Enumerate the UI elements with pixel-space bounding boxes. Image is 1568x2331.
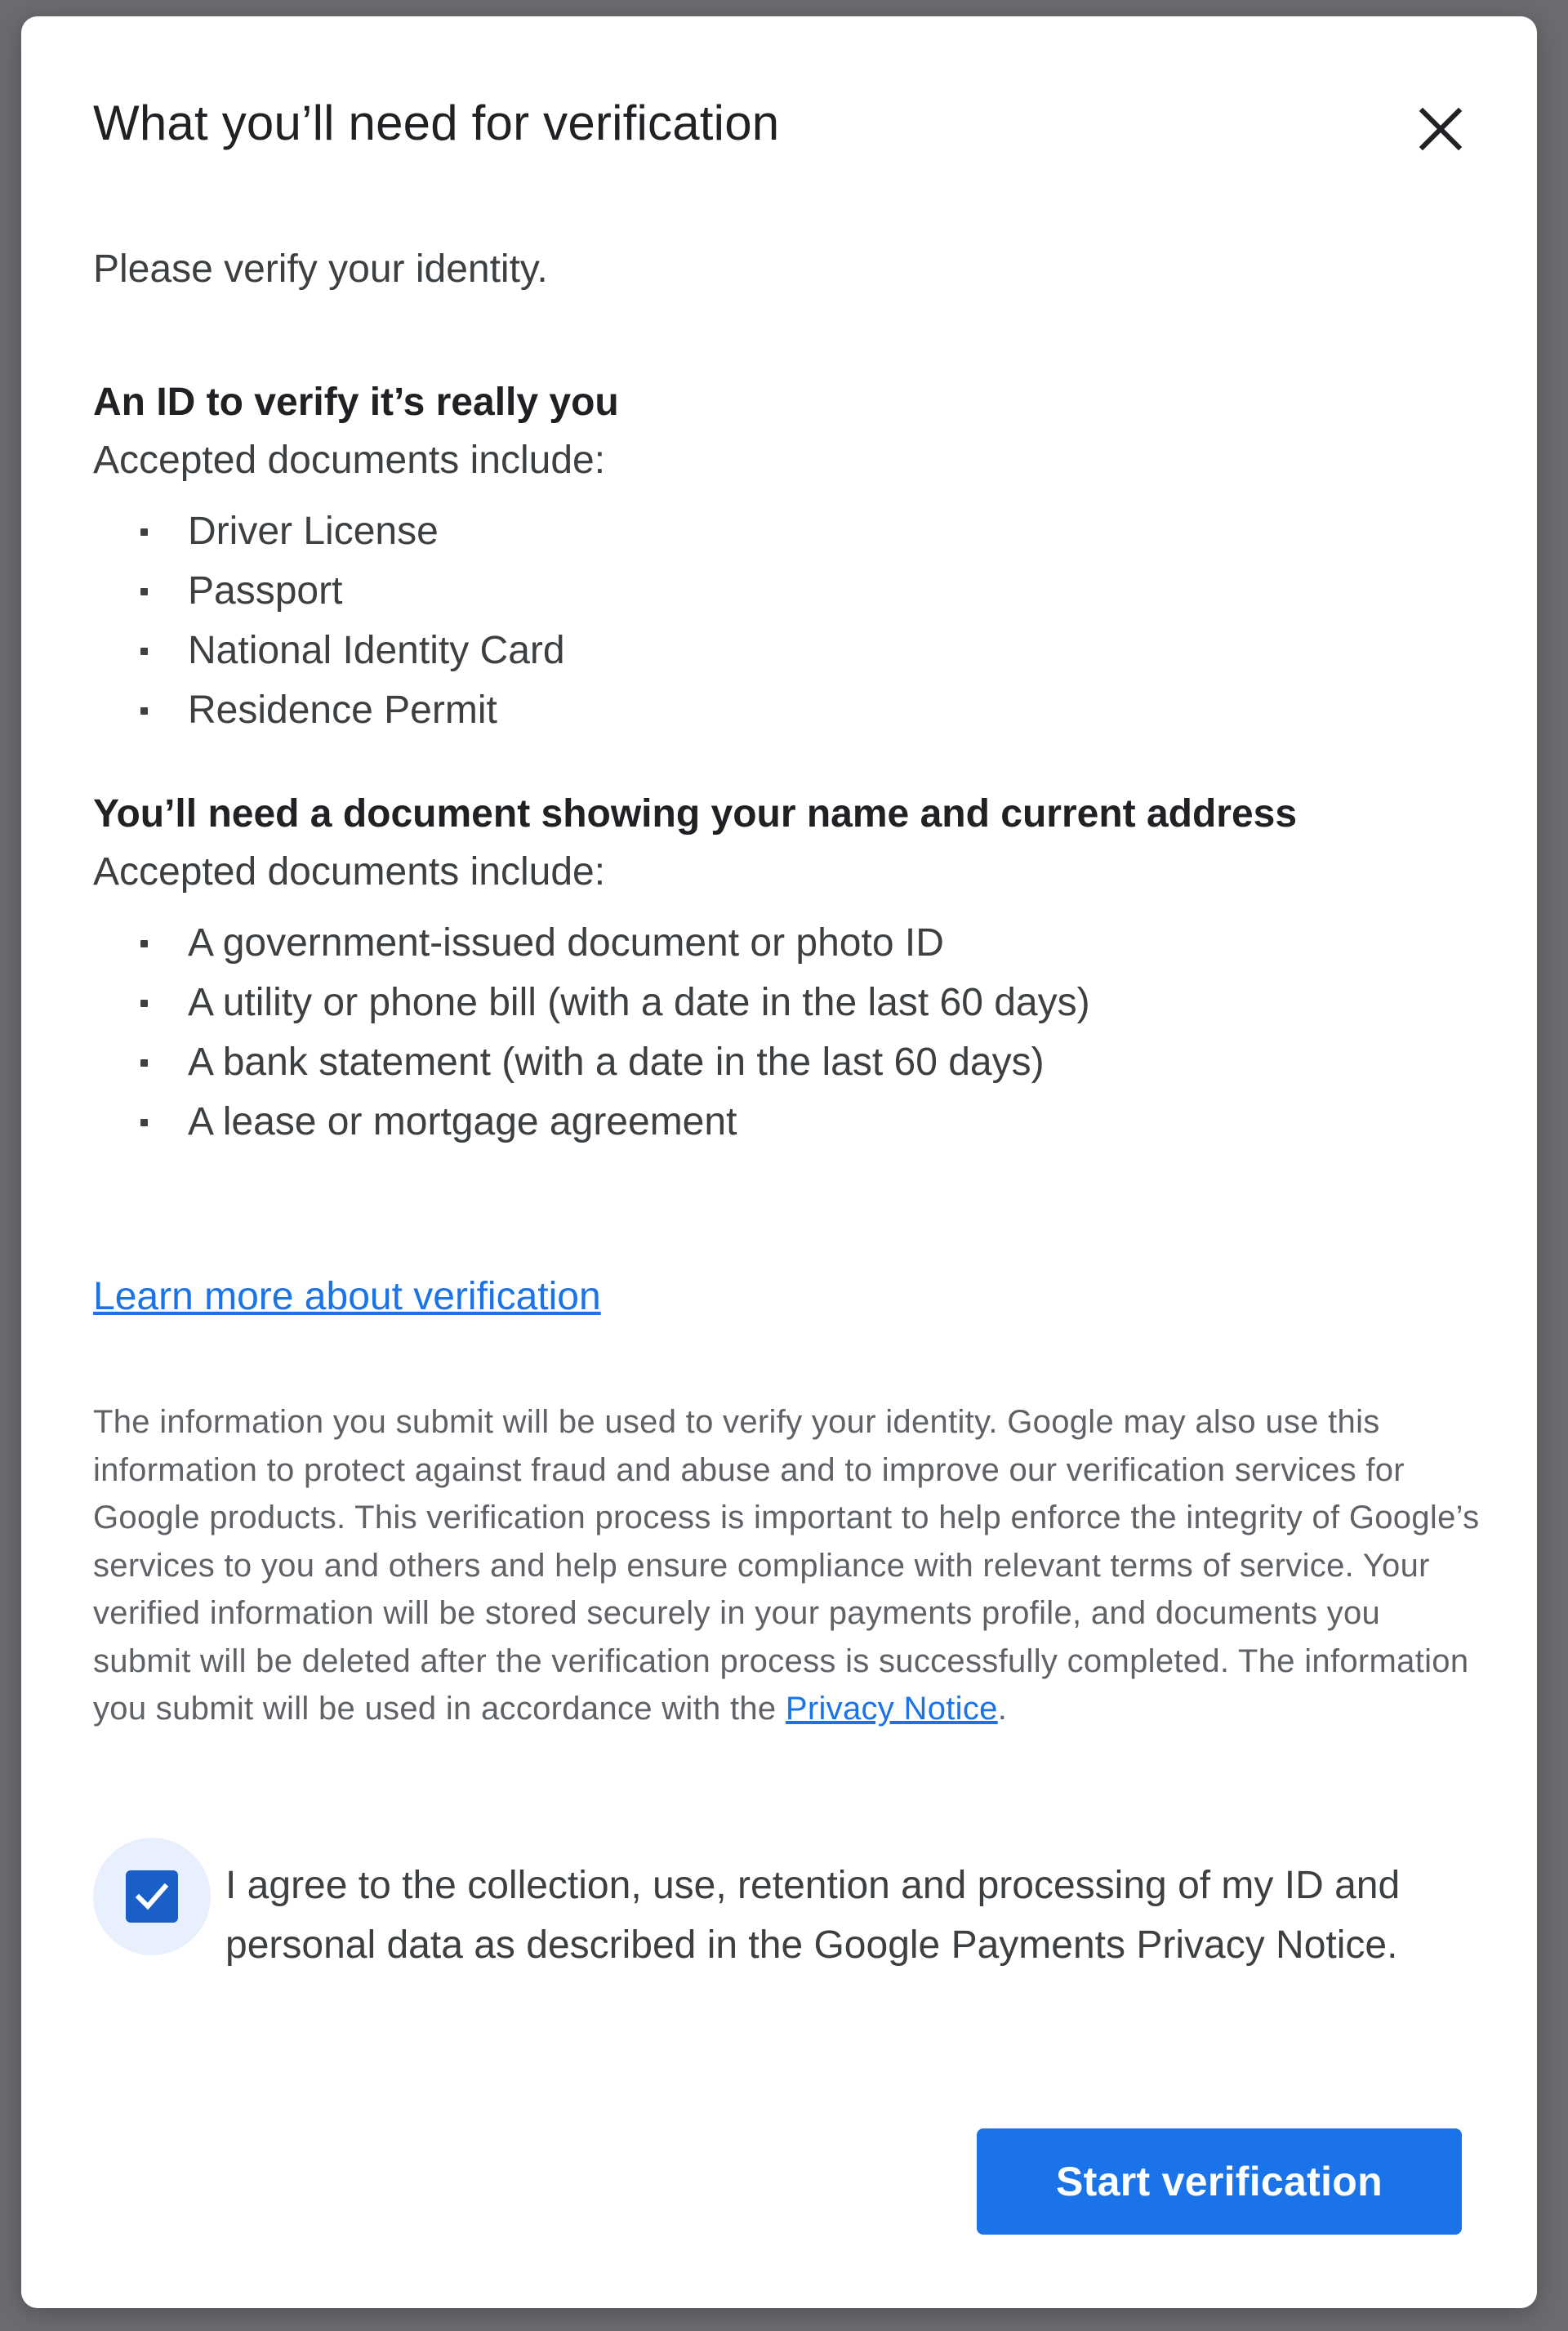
list-item: A lease or mortgage agreement bbox=[188, 1092, 1481, 1152]
disclaimer-text bbox=[93, 1398, 1481, 1733]
id-section-heading: An ID to verify it’s really you bbox=[93, 381, 619, 424]
list-item: A bank statement (with a date in the last 60 days) bbox=[188, 1032, 1481, 1092]
list-item: Residence Permit bbox=[188, 680, 1481, 740]
address-section bbox=[93, 786, 1481, 1152]
list-item: Passport bbox=[188, 561, 1481, 621]
id-section-subheading: Accepted documents include: bbox=[93, 439, 606, 482]
intro-text: Please verify your identity. bbox=[93, 247, 548, 291]
list-item: A government-issued document or photo ID bbox=[188, 913, 1481, 973]
checkbox-checked-box bbox=[126, 1870, 178, 1923]
address-section-heading: You’ll need a document showing your name and current address bbox=[93, 792, 1298, 836]
id-section bbox=[93, 374, 1481, 740]
learn-more-link[interactable]: Learn more about verification bbox=[93, 1275, 601, 1318]
dialog-title: What you’ll need for verification bbox=[93, 96, 780, 150]
list-item: Driver License bbox=[188, 501, 1481, 561]
close-icon bbox=[1418, 106, 1463, 152]
disclaimer-suffix: . bbox=[997, 1691, 1008, 1727]
verification-dialog bbox=[21, 16, 1537, 2308]
consent-checkbox[interactable] bbox=[93, 1838, 211, 1955]
consent-label: I agree to the collection, use, retention and processing of my ID and personal data as described in the Google Payments Privacy Notice. bbox=[225, 1864, 1401, 1967]
address-documents-list bbox=[93, 913, 1481, 1152]
start-verification-button[interactable]: Start verification bbox=[977, 2128, 1462, 2235]
privacy-notice-link[interactable]: Privacy Notice bbox=[785, 1691, 998, 1727]
disclaimer-body: The information you submit will be used to verify your identity. Google may also use this information to protect against fraud and abuse and to improve our verification services for Google products. This verification process is important to help enforce the integrity of Google’s services to you and others and help ensure compliance with relevant terms of service. Your verified information will be stored securely in your payments profile, and documents you submit will be deleted after the verification process is successfully completed. The information you submit will be used in accordance with the bbox=[93, 1404, 1480, 1727]
list-item: A utility or phone bill (with a date in the last 60 days) bbox=[188, 973, 1481, 1032]
list-item: National Identity Card bbox=[188, 621, 1481, 680]
address-section-subheading: Accepted documents include: bbox=[93, 850, 606, 894]
consent-row bbox=[93, 1838, 1481, 2050]
checkmark-icon bbox=[132, 1877, 172, 1916]
id-documents-list bbox=[93, 501, 1481, 740]
close-button[interactable] bbox=[1410, 98, 1472, 160]
